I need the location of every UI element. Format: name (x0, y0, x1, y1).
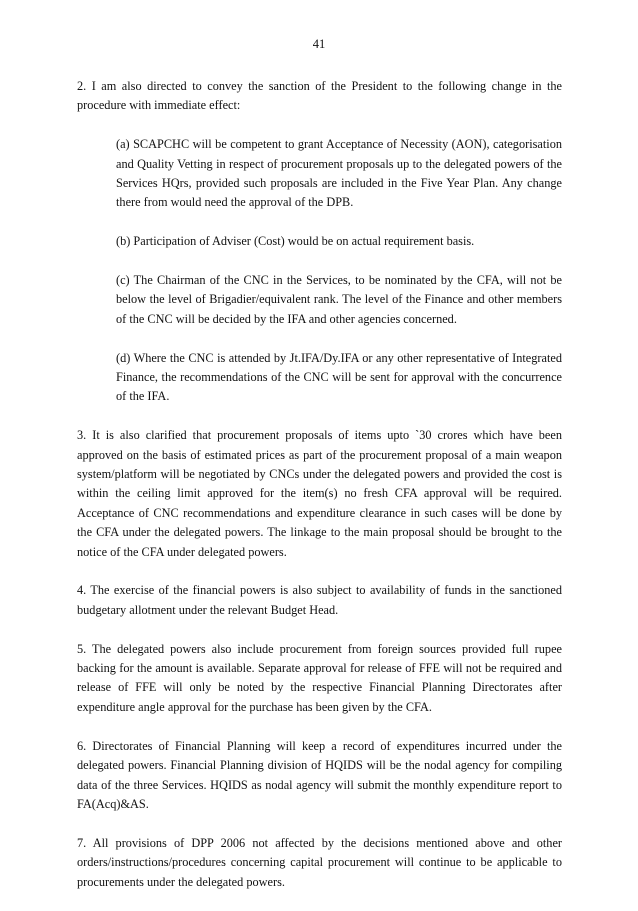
paragraph-6: 6. Directorates of Financial Planning will keep a record of expenditures incurred under the delegated powers. Financial Planning division of HQIDS will be the nodal agency for compiling data of the three Services. HQIDS as nodal agency will submit the monthly expenditure report to FA(Acq)&AS. (77, 738, 562, 811)
subparagraph-d: (d) Where the CNC is attended by Jt.IFA/Dy.IFA or any other representative of Integrated Finance, the recommendations of the CNC will be sent for approval with the concurrence of the IFA. (116, 350, 562, 404)
subparagraph-c: (c) The Chairman of the CNC in the Services, to be nominated by the CFA, will not be below the level of Brigadier/equivalent rank. The level of the Finance and other members of the CNC will be decided by the IFA and other agencies concerned. (116, 273, 562, 326)
paragraph-3: 3. It is also clarified that procurement proposals of items upto `30 crores which have been approved on the basis of estimated prices as part of the procurement proposal of a main weapon system/platform will be negotiated by CNCs under the delegated powers and provided the cost is within the ceiling limit approved for the item(s) no fresh CFA approval will be required. Acceptance of CNC recommendations and expenditure clearance in such cases will be done by the CFA under the delegated powers. The linkage to the main proposal should be brought to the notice of the CFA under delegated powers. (77, 428, 562, 559)
paragraph-4: 4. The exercise of the financial powers is also subject to availability of funds in the sanctioned budgetary allotment under the relevant Budget Head. (77, 583, 562, 617)
page-number: 41 (312, 37, 326, 51)
document-body (77, 77, 562, 911)
subparagraph-a: (a) SCAPCHC will be competent to grant Acceptance of Necessity (AON), categorisation and Quality Vetting in respect of procurement proposals up to the delegated powers of the Services HQrs, provided such proposals are included in the Five Year Plan. Any change there from would need the approval of the DPB. (116, 137, 562, 210)
paragraph-5: 5. The delegated powers also include procurement from foreign sources provided full rupee backing for the amount is available. Separate approval for release of FFE will not be required and release of FFE will only be noted by the respective Financial Planning Directorates after expenditure angle approval for the purchase has been given by the CFA. (77, 641, 562, 714)
paragraph-2: 2. I am also directed to convey the sanction of the President to the following change in the procedure with immediate effect: (77, 79, 562, 113)
subparagraph-b: (b) Participation of Adviser (Cost) would be on actual requirement basis. (116, 234, 475, 249)
paragraph-7: 7. All provisions of DPP 2006 not affected by the decisions mentioned above and other orders/instructions/procedures concerning capital procurement will continue to be applicable to procurements under the delegated powers. (77, 835, 562, 889)
